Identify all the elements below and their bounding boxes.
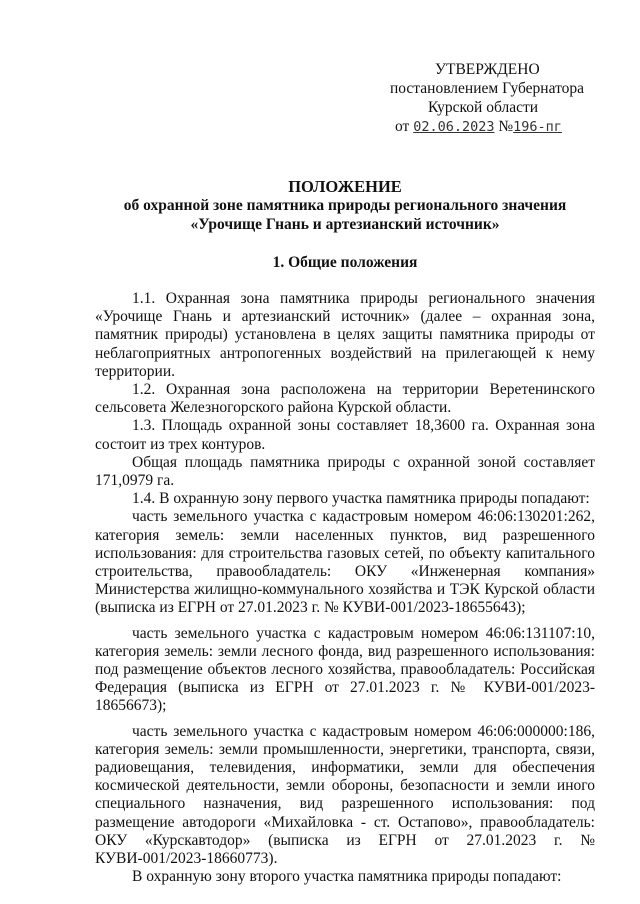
- approval-block: [390, 60, 595, 137]
- approval-region-line: Курской области: [428, 99, 539, 116]
- section-title: 1. Общие положения: [272, 254, 418, 271]
- approval-title: УТВЕРЖДЕНО: [435, 61, 540, 78]
- approval-date: 02.06.2023: [413, 119, 495, 135]
- paragraph-total-area: Общая площадь памятника природы с охранной зоной составляет 171,0979 га.: [95, 453, 595, 490]
- approval-decree-line: постановлением Губернатора: [390, 80, 585, 97]
- document-title: ПОЛОЖЕНИЕ: [288, 177, 402, 196]
- paragraph-1-4: 1.4. В охранную зону первого участка памятника природы попадают:: [132, 490, 590, 508]
- document-heading: [95, 177, 595, 234]
- paragraph-1-2: 1.2. Охранная зона расположена на территории Веретенинского сельсовета Железногорского района Курской области.: [95, 381, 595, 417]
- approval-from-label: от: [395, 118, 410, 135]
- approval-number-label: №: [498, 118, 514, 135]
- paragraph-second-zone: В охранную зону второго участка памятника природы попадают:: [132, 868, 562, 886]
- approval-number: 196-пг: [513, 119, 562, 135]
- paragraph-plot-2: часть земельного участка с кадастровым номером 46:06:131107:10, категория земель: земли лесного фонда, вид разрешенного использования: под размещение объектов лесного хозяйства, правообладатель: Российская Федерация (выписка из ЕГРН от 27.01.2023 г. № КУВИ-001/2023-18656673);: [95, 624, 595, 715]
- paragraph-plot-1: часть земельного участка с кадастровым номером 46:06:130201:262, категория земель: земли населенных пунктов, вид разрешенного использования: для строительства газовых сетей, по объекту капитального строительства, правообладатель: ОКУ «Инженерная компания» Министерства жилищно-коммунального хозяйства и ТЭК Курской области (выписка из ЕГРН от 27.01.2023 г. № КУВИ-001/2023-18655643);: [95, 508, 595, 617]
- paragraph-1-1: 1.1. Охранная зона памятника природы регионального значения «Урочище Гнань и артезианский источник» (далее – охранная зона, памятник природы) установлена в целях защиты памятника природы от неблагоприятных антропогенных воздействий на прилегающей к нему территории.: [95, 290, 595, 380]
- paragraph-plot-3: часть земельного участка с кадастровым номером 46:06:000000:186, категория земель: земли промышленности, энергетики, транспорта, связи, радиовещания, телевидения, информатики, земли для обеспечения космической деятельности, земли обороны, безопасности и земли иного специального назначения, вид разрешенного использования: под размещение автодороги «Михайловка - ст. Остапово», правообладатель: ОКУ «Курскавтодор» (выписка из ЕГРН от 27.01.2023 г. № КУВИ-001/2023-18660773).: [95, 722, 595, 868]
- paragraph-1-3: 1.3. Площадь охранной зоны составляет 18,3600 га. Охранная зона состоит из трех контуров.: [95, 417, 595, 453]
- document-subtitle-line2: «Урочище Гнань и артезианский источник»: [190, 216, 500, 233]
- document-body: [95, 290, 595, 887]
- document-subtitle-line1: об охранной зоне памятника природы регионального значения: [123, 197, 567, 214]
- approval-date-number-line: [390, 117, 595, 137]
